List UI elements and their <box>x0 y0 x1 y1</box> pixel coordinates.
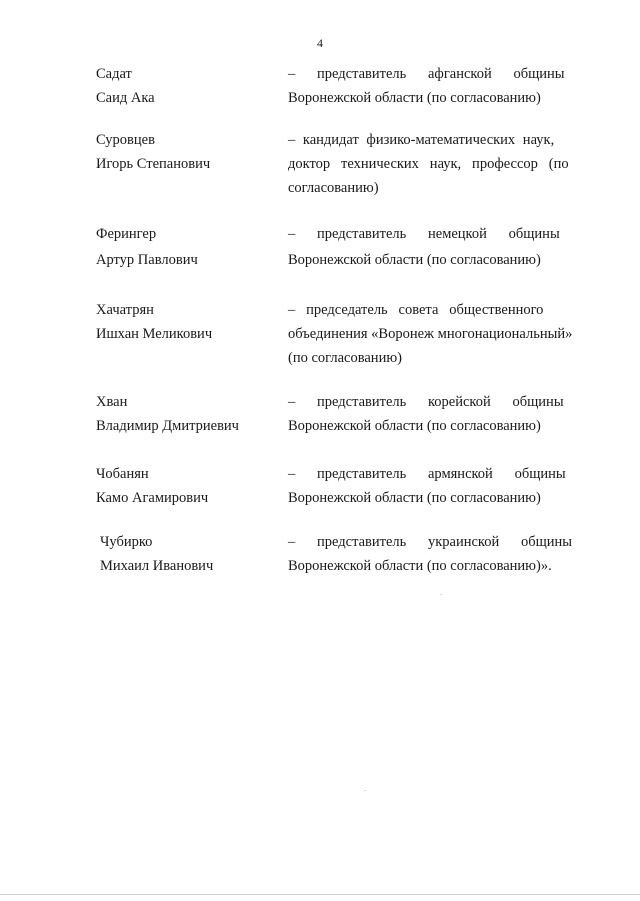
description-line: Воронежской области (по согласованию) <box>288 490 541 506</box>
member-name <box>96 390 276 438</box>
member-surname: Хван <box>96 394 128 410</box>
description-line: – представитель украинской общины <box>288 534 573 550</box>
member-surname: Суровцев <box>96 132 155 148</box>
description-line: – председатель совета общественного <box>288 302 544 318</box>
description-line: – кандидат физико-математических наук, <box>288 132 555 148</box>
description-line: объединения «Воронеж многонациональный» <box>288 326 573 342</box>
member-given-name: Ишхан Меликович <box>96 326 213 342</box>
member-given-name: Владимир Дмитриевич <box>96 418 239 434</box>
member-given-name: Камо Агамирович <box>96 490 209 506</box>
member-name <box>96 462 276 510</box>
member-name <box>96 222 276 272</box>
member-description <box>288 222 596 272</box>
member-given-name: Артур Павлович <box>96 252 198 268</box>
member-description <box>288 462 596 510</box>
member-description <box>288 128 596 200</box>
member-surname: Садат <box>96 66 132 82</box>
member-given-name: Михаил Иванович <box>100 558 214 574</box>
member-given-name: Саид Ака <box>96 90 155 106</box>
description-line: доктор технических наук, профессор (по <box>288 156 569 172</box>
scan-edge-line <box>0 894 640 895</box>
scan-speck <box>364 790 366 791</box>
description-line: согласованию) <box>288 180 379 196</box>
member-name <box>96 298 276 346</box>
member-surname: Ферингер <box>96 226 157 242</box>
description-line: – представитель афганской общины <box>288 66 565 82</box>
member-name <box>100 530 280 578</box>
member-surname: Чобанян <box>96 466 149 482</box>
member-description <box>288 390 596 438</box>
description-line: – представитель корейской общины <box>288 394 564 410</box>
member-name <box>96 62 276 110</box>
description-line: Воронежской области (по согласованию) <box>288 90 541 106</box>
page-number: 4 <box>317 36 323 50</box>
description-line: – представитель немецкой общины <box>288 226 560 242</box>
description-line: Воронежской области (по согласованию) <box>288 252 541 268</box>
member-surname: Хачатрян <box>96 302 154 318</box>
member-name <box>96 128 276 176</box>
member-description <box>288 298 596 370</box>
member-description <box>288 530 596 578</box>
member-surname: Чубирко <box>100 534 153 550</box>
description-line: Воронежской области (по согласованию)». <box>288 558 552 574</box>
scan-speck <box>440 594 442 595</box>
description-line: – представитель армянской общины <box>288 466 566 482</box>
description-line: Воронежской области (по согласованию) <box>288 418 541 434</box>
member-given-name: Игорь Степанович <box>96 156 211 172</box>
description-line: (по согласованию) <box>288 350 402 366</box>
member-description <box>288 62 596 110</box>
